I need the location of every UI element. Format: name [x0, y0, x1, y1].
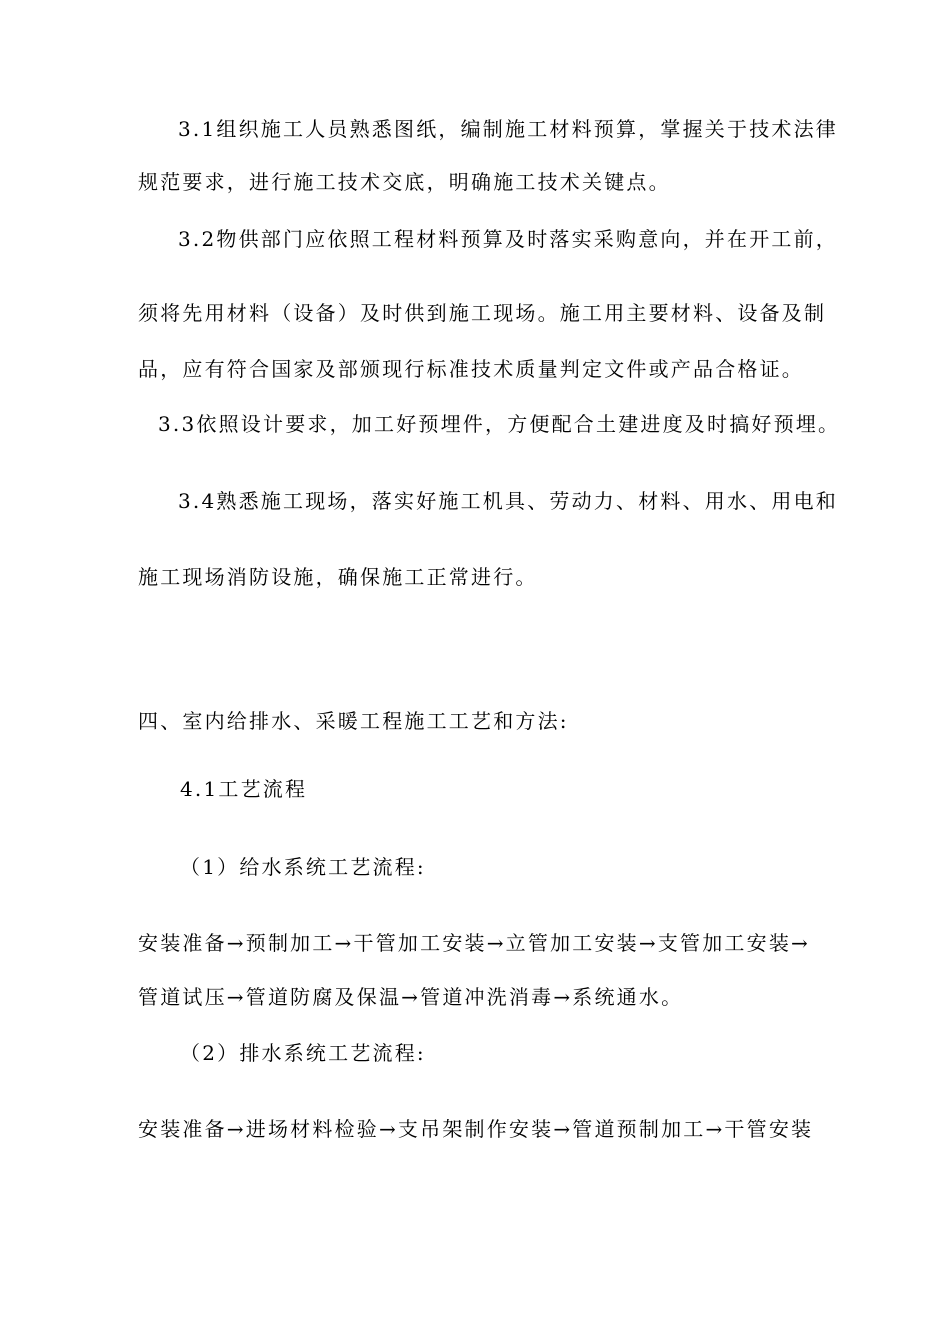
paragraph-3-3-line-1: 3.3依照设计要求，加工好预埋件，方便配合土建进度及时搞好预埋。 — [158, 412, 841, 436]
paragraph-3-2-line-2: 须将先用材料（设备）及时供到施工现场。施工用主要材料、设备及制 — [138, 301, 827, 325]
water-supply-heading: （1）给水系统工艺流程: — [180, 855, 426, 879]
subsection-heading: 4.1工艺流程 — [180, 777, 308, 801]
paragraph-3-1-line-1: 3.1组织施工人员熟悉图纸，编制施工材料预算，掌握关于技术法律 — [178, 117, 839, 141]
paragraph-3-4-line-2: 施工现场消防设施，确保施工正常进行。 — [138, 565, 538, 589]
drainage-flow-line-1: 安装准备→进场材料检验→支吊架制作安装→管道预制加工→干管安装 — [138, 1117, 814, 1141]
water-supply-flow-line-2: 管道试压→管道防腐及保温→管道冲洗消毒→系统通水。 — [138, 985, 684, 1009]
drainage-heading: （2）排水系统工艺流程: — [180, 1041, 426, 1065]
paragraph-3-2-line-3: 品，应有符合国家及部颁现行标准技术质量判定文件或产品合格证。 — [138, 357, 804, 381]
paragraph-3-4-line-1: 3.4熟悉施工现场，落实好施工机具、劳动力、材料、用水、用电和 — [178, 489, 839, 513]
paragraph-3-2-line-1: 3.2物供部门应依照工程材料预算及时落实采购意向，并在开工前， — [178, 227, 839, 251]
section-heading: 四、室内给排水、采暖工程施工工艺和方法: — [138, 709, 569, 733]
paragraph-3-1-line-2: 规范要求，进行施工技术交底，明确施工技术关键点。 — [138, 170, 671, 194]
water-supply-flow-line-1: 安装准备→预制加工→干管加工安装→立管加工安装→支管加工安装→ — [138, 931, 810, 955]
